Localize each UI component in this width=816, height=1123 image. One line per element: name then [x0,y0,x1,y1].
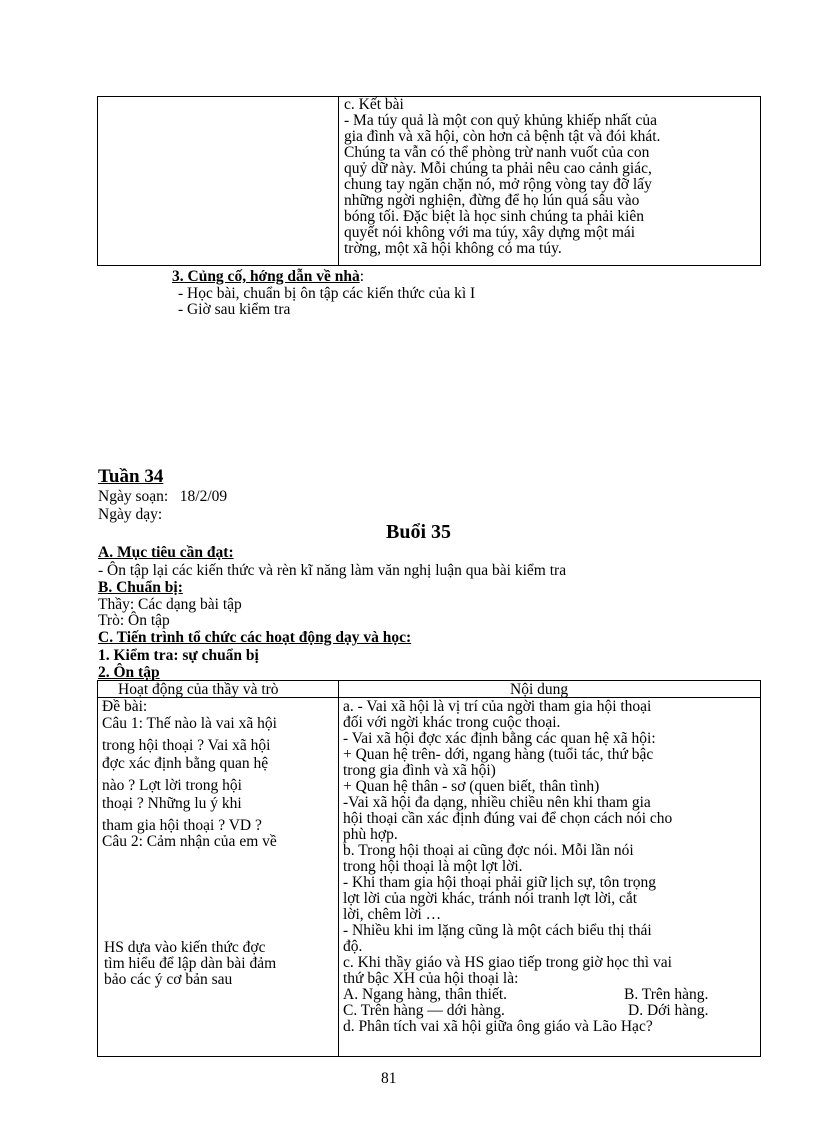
page-number: 81 [381,1070,397,1087]
section-b-student: Trò: Ôn tập [98,612,170,629]
text-line: Đề bài: [102,698,148,715]
text-line: quyết nói không với ma túy, xây dựng một mái [344,224,636,241]
text-line: + Quan hệ trên- dới, ngang hàng (tuổi tác, thứ bậc [343,746,654,763]
text-line: bóng tối. Đặc biệt là học sinh chúng ta phải kiên [344,208,645,225]
text-line: lời, chêm lời … [343,906,442,923]
right-cell [343,699,759,1035]
text-line: phù hợp. [343,826,398,843]
text-line: c. Khi thầy giáo và HS giao tiếp trong giờ học thì vai [343,954,672,971]
left-cell [102,699,334,850]
options-row-1 [343,987,759,1003]
text-line: thoại ? Những lu ý khi [102,795,242,812]
section-a-text: - Ôn tập lại các kiến thức và rèn kĩ năng làm văn nghị luận qua bài kiểm tra [98,562,567,579]
section-c-heading: C. Tiến trình tổ chức các hoạt động dạy và học: [98,629,412,646]
list-item: - Giờ sau kiểm tra [178,301,291,318]
text-line: độ. [343,938,363,955]
text-line: hội thoại cần xác định đúng vai để chọn cách nói cho [343,810,673,827]
text-line: trong hội thoại ? Vai xã hội [102,737,271,754]
option-b: B. Trên hàng. [624,986,709,1003]
section-c-step1: 1. Kiểm tra: sự chuẩn bị [98,647,259,664]
text-line: trong hội thoại là một lợt lời. [343,858,523,875]
section-a-heading: A. Mục tiêu cần đạt: [98,544,234,561]
text-line: HS dựa vào kiến thức đợc [104,939,266,956]
options-row-2 [343,1003,759,1019]
reinforce-heading: 3. Củng cố, hớng dẫn về nhà [172,268,360,285]
text-line: -Vai xã hội đa dạng, nhiều chiều nên khi tham gia [343,794,651,811]
top-table-right-cell [344,97,758,257]
text-line: Câu 2: Cảm nhận của em về [102,833,277,850]
section-b-teacher: Thầy: Các dạng bài tập [98,596,242,613]
text-line: lợt lời của ngời khác, tránh nói tranh lợt lời, cắt [343,890,638,907]
option-d: D. Dới hàng. [628,1002,709,1019]
text-line: tìm hiểu để lập dàn bài đảm [104,955,277,972]
text-line: d. Phân tích vai xã hội giữa ông giáo và Lão Hạc? [343,1018,653,1035]
text-line: c. Kết bài [344,96,404,113]
text-line: Câu 1: Thế nào là vai xã hội [102,715,277,732]
text-line: gia đình và xã hội, còn hơn cả bệnh tật và đói khát. [344,128,661,145]
text-line: - Khi tham gia hội thoại phải giữ lịch sự, tôn trọng [343,874,656,891]
text-line: bảo các ý cơ bản sau [104,971,233,988]
text-line: tham gia hội thoại ? VD ? [102,817,262,834]
reinforce-list [178,286,475,318]
text-line: chung tay ngăn chặn nó, mở rộng vòng tay đỡ lấy [344,176,652,193]
text-line: trong gia đình và xã hội) [343,762,496,779]
text-line: nào ? Lợt lời trong hội [102,777,242,794]
text-line: - Ma túy quả là một con quỷ khủng khiếp nhất của [344,112,657,129]
text-line: đợc xác định bằng quan hệ [102,755,269,772]
text-line: đối với ngời khác trong cuộc thoại. [343,714,561,731]
option-c: C. Trên hàng — dới hàng. [343,1002,505,1019]
text-line: - Nhiều khi im lặng cũng là một cách biểu thị thái [343,922,652,939]
text-line: thứ bậc XH của hội thoại là: [343,970,519,987]
list-item: - Học bài, chuẩn bị ôn tập các kiến thức của kì I [178,285,476,302]
text-line: trờng, một xã hội không có ma túy. [344,240,562,257]
week-title: Tuần 34 [98,466,164,487]
left-cell-lower [104,940,334,988]
reinforce-heading-colon: : [359,268,365,285]
top-table-divider [338,96,339,266]
reinforce-heading-row [172,269,364,285]
text-line: Chúng ta vẫn có thể phòng trừ nanh vuốt của con [344,144,650,161]
text-line: - Vai xã hội đợc xác định bằng các quan hệ xã hội: [343,730,656,747]
text-line: quỷ dữ này. Mỗi chúng ta phải nêu cao cảnh giác, [344,160,652,177]
section-c-step2: 2. Ôn tập [98,664,160,681]
text-line: a. - Vai xã hội là vị trí của ngời tham gia hội thoại [343,698,652,715]
teach-date: Ngày dạy: [98,506,163,523]
session-title: Buổi 35 [386,521,452,543]
text-line: những ngời nghiện, đừng để họ lún quá sâu vào [344,192,640,209]
option-a: A. Ngang hàng, thân thiết. [343,986,508,1003]
text-line: + Quan hệ thân - sơ (quen biết, thân tình) [343,778,600,795]
col1-header: Hoạt động của thầy và trò [118,681,279,698]
text-line: b. Trong hội thoại ai cũng đợc nói. Mỗi lần nói [343,842,634,859]
col2-header: Nội dung [510,681,569,698]
prep-date: Ngày soạn: 18/2/09 [98,488,228,505]
main-table-divider [338,680,339,1057]
section-b-heading: B. Chuẩn bị: [98,579,183,596]
